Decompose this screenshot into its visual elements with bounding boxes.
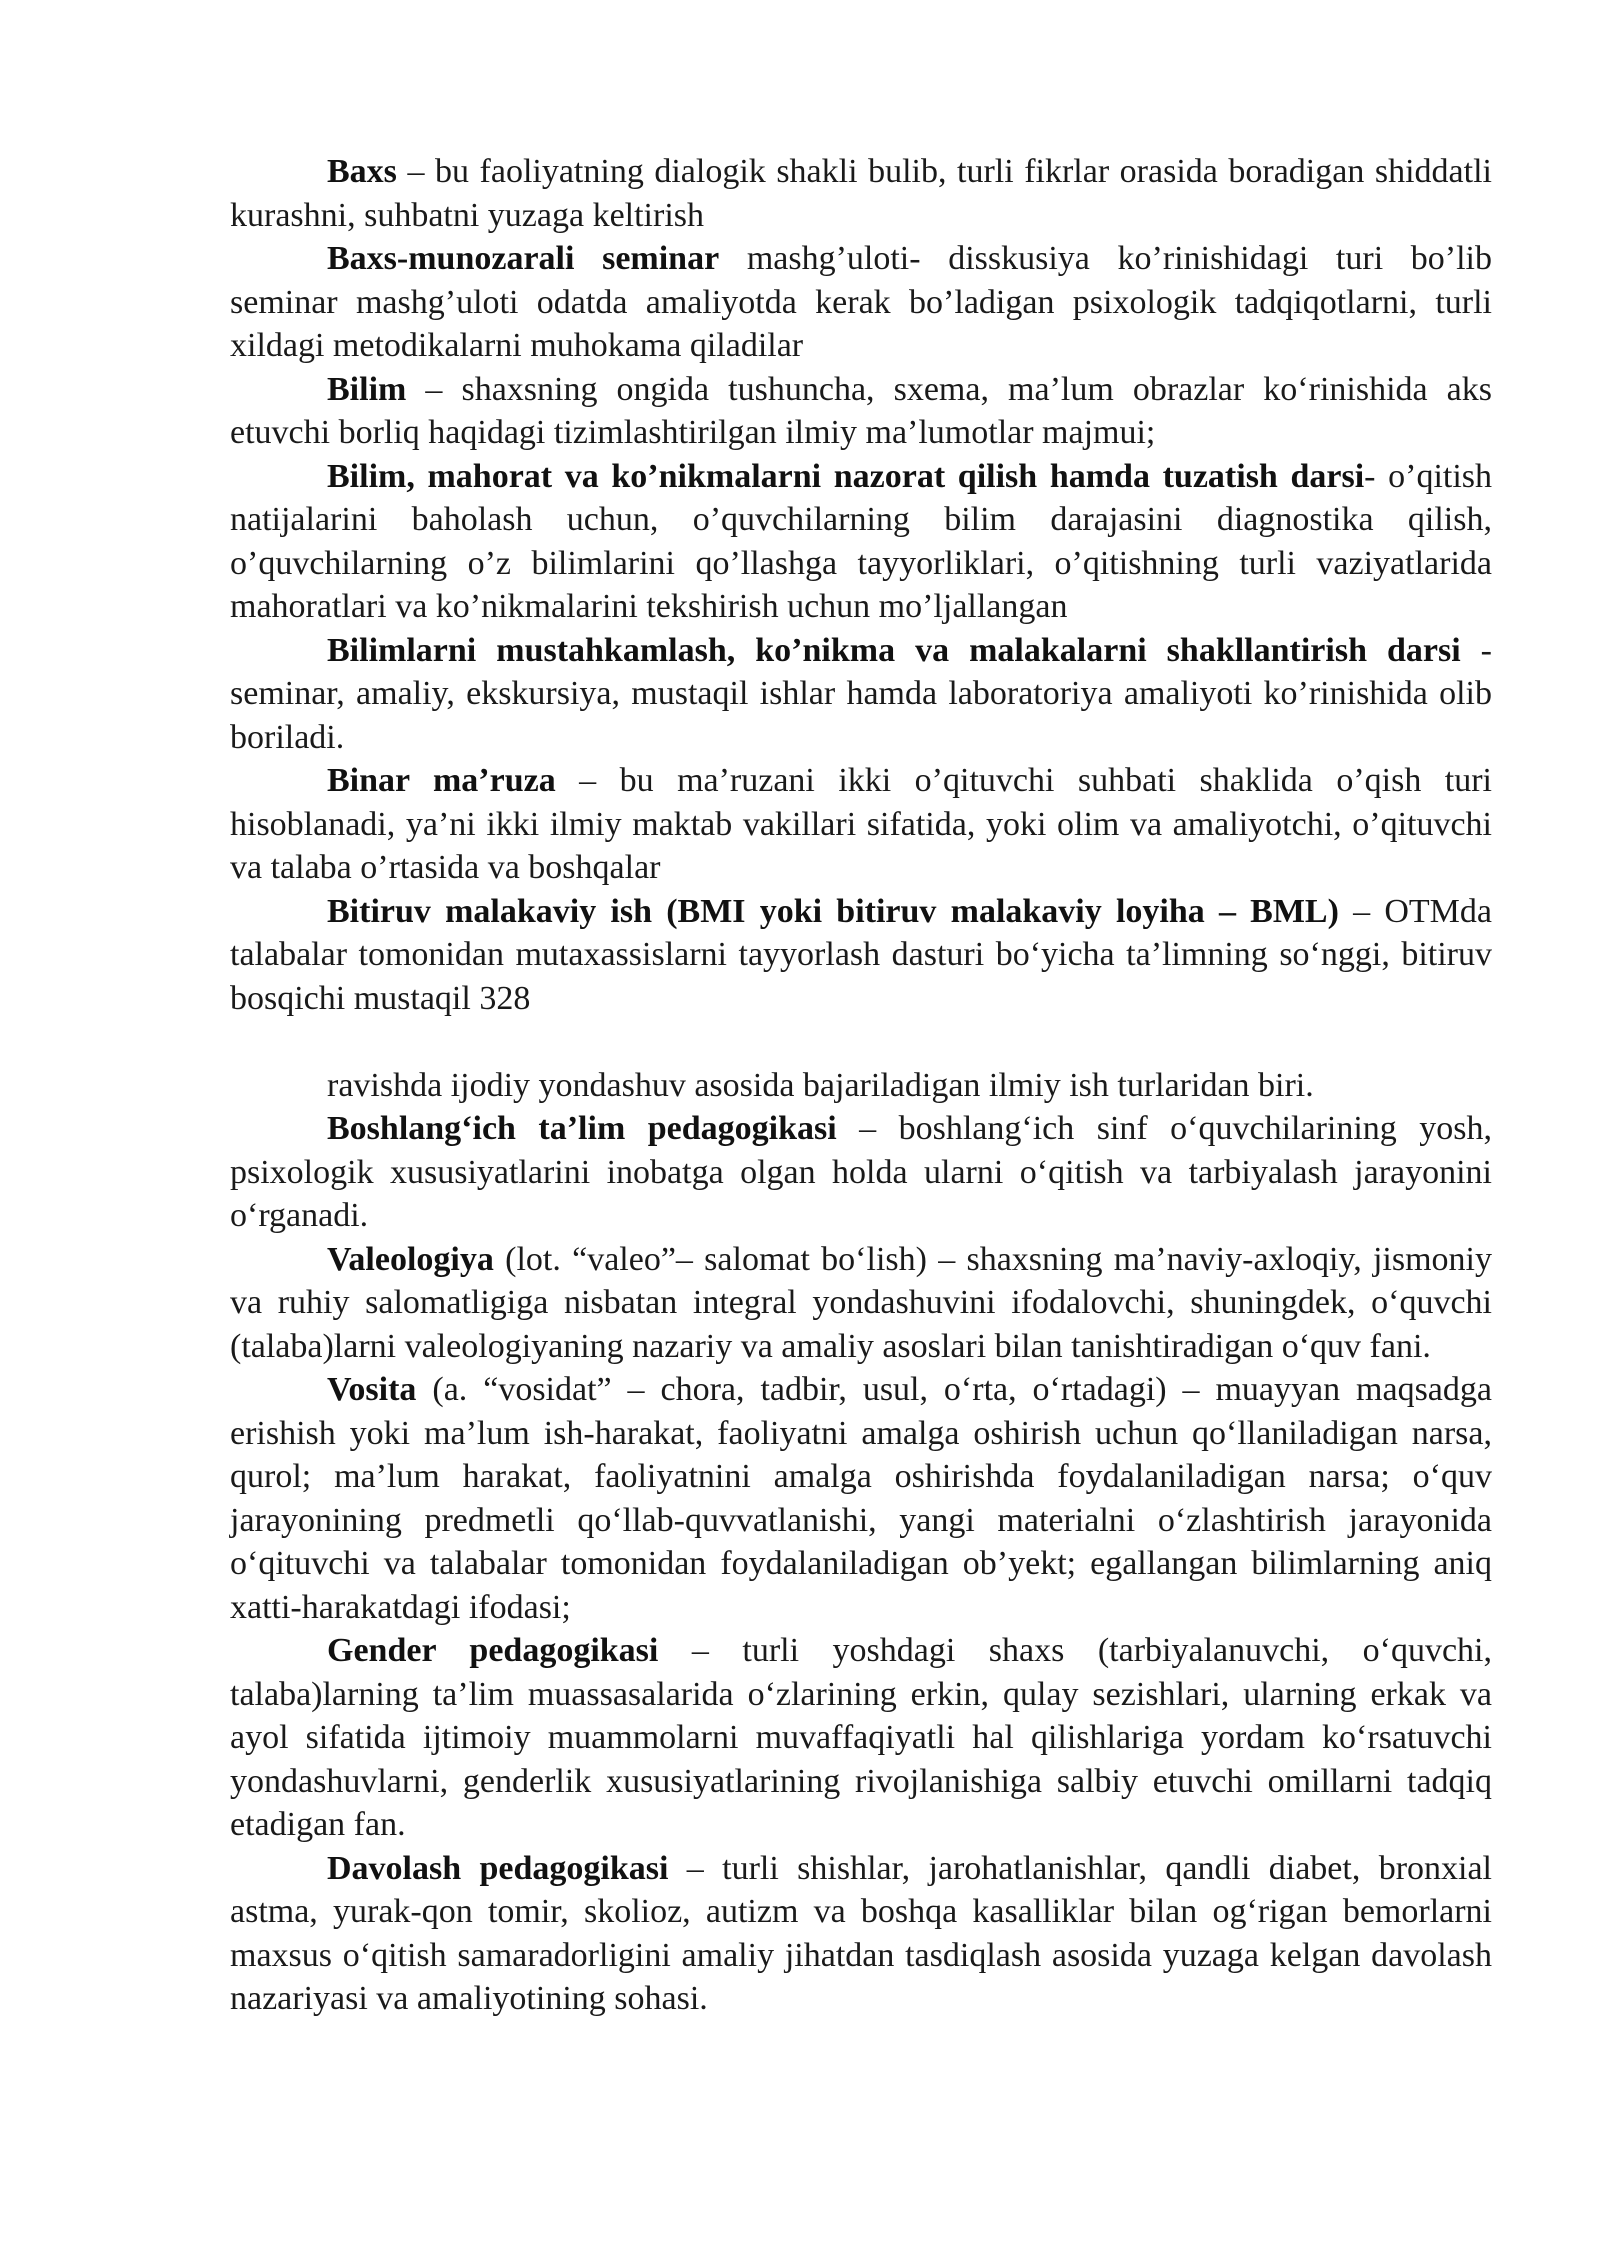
entry-definition: – boshlang‘ich sinf o‘quvchilarining yosh, psixologik xususiyatlarini inobatga olgan holda ularni o‘qitish va tarbiyalash jarayonini o‘rganadi. <box>230 1110 1492 1234</box>
entry-term: Bilim, mahorat va ko’nikmalarni nazorat qilish hamda tuzatish darsi <box>327 457 1365 495</box>
entry-term: Baxs-munozarali seminar <box>327 240 720 277</box>
glossary-entry-bilim <box>230 368 1492 455</box>
glossary-entry-baxs-munozarali-seminar <box>230 237 1492 368</box>
continuation-text: ravishda ijodiy yondashuv asosida bajariladigan ilmiy ish turlaridan biri. <box>327 1066 1314 1104</box>
entry-term: Boshlang‘ich ta’lim pedagogikasi <box>327 1110 837 1147</box>
entry-term: Binar ma’ruza <box>327 762 556 799</box>
glossary-entry-boshlangich-talim <box>230 1107 1492 1238</box>
entry-term: Baxs <box>327 153 397 190</box>
entry-term: Davolash pedagogikasi <box>327 1849 669 1887</box>
entry-term: Valeologiya <box>327 1240 494 1278</box>
glossary-entry-baxs <box>230 150 1492 237</box>
entry-definition: – bu faoliyatning dialogik shakli bulib, turli fikrlar orasida boradigan shiddatli kurashni, suhbatni yuzaga keltirish <box>230 153 1492 234</box>
entry-definition: – bu ma’ruzani ikki o’qituvchi suhbati shaklida o’qish turi hisoblanadi, ya’ni ikki ilmiy maktab vakillari sifatida, yoki olim va amaliyotchi, o’qituvchi va talaba o’rtasida va boshqalar <box>230 762 1492 886</box>
glossary-entry-nazorat-darsi <box>230 455 1492 629</box>
page-break-gap <box>230 1020 1492 1064</box>
entry-definition: – shaxsning ongida tushuncha, sxema, ma’lum obrazlar ko‘rinishida aks etuvchi borliq haqidagi tizimlashtirilgan ilmiy ma’lumotlar majmui; <box>230 370 1492 451</box>
glossary-entry-davolash-pedagogikasi <box>230 1847 1492 2021</box>
glossary-entry-gender-pedagogikasi <box>230 1629 1492 1847</box>
entry-term: Bilimlarni mustahkamlash, ko’nikma va malakalarni shakllantirish darsi <box>327 631 1461 669</box>
glossary-entry-bitiruv-malakaviy-ish <box>230 890 1492 1021</box>
glossary-entry-valeologiya <box>230 1238 1492 1369</box>
entry-definition: (lot. “valeo”– salomat bo‘lish) – shaxsning ma’naviy-axloqiy, jismoniy va ruhiy salomatligiga nisbatan integral yondashuvini ifodalovchi, shuningdek, o‘quvchi (talaba)larni valeologiyaning nazariy va amaliy asoslari bilan tanishtiradigan o‘quv fani. <box>230 1240 1492 1365</box>
document-page <box>230 150 1492 2021</box>
glossary-entry-binar-maruza <box>230 759 1492 890</box>
continuation-paragraph <box>230 1064 1492 1108</box>
entry-term: Bitiruv malakaviy ish (BMI yoki bitiruv malakaviy loyiha – BML) <box>327 892 1339 930</box>
glossary-entry-mustahkamlash-darsi <box>230 629 1492 760</box>
entry-term: Gender pedagogikasi <box>327 1632 659 1669</box>
entry-definition: – turli yoshdagi shaxs (tarbiyalanuvchi, o‘quvchi, talaba)larning ta’lim muassasalarida o‘zlarining erkin, qulay sezishlari, ularning erkak va ayol sifatida ijtimoiy muammolarni muvaffaqiyatli hal qilishlariga yordam ko‘rsatuvchi yondashuvlarni, genderlik xususiyatlarining rivojlanishiga salbiy etuvchi omillarni tadqiq etadigan fan. <box>230 1632 1492 1843</box>
entry-definition: – turli shishlar, jarohatlanishlar, qandli diabet, bronxial astma, yurak-qon tomir, skolioz, autizm va boshqa kasalliklar bilan og‘rigan bemorlarni maxsus o‘qitish samaradorligini amaliy jihatdan tasdiqlash asosida yuzaga kelgan davolash nazariyasi va amaliyotining sohasi. <box>230 1849 1492 2017</box>
entry-term: Bilim <box>327 370 407 408</box>
entry-definition: - o’qitish natijalarini baholash uchun, o’quvchilarning bilim darajasini diagnostika qilish, o’quvchilarning o’z bilimlarini qo’llashga tayyorliklari, o’qitishning turli vaziyatlarida mahoratlari va ko’nikmalarini tekshirish uchun mo’ljallangan <box>230 457 1493 625</box>
entry-definition: - seminar, amaliy, ekskursiya, mustaqil ishlar hamda laboratoriya amaliyoti ko’rinishida olib boriladi. <box>230 631 1493 756</box>
entry-term: Vosita <box>327 1371 417 1408</box>
entry-definition: (a. “vosidat” – chora, tadbir, usul, o‘rta, o‘rtadagi) – muayyan maqsadga erishish yoki ma’lum ish-harakat, faoliyatni amalga oshirish uchun qo‘llaniladigan narsa, qurol; ma’lum harakat, faoliyatnini amalga oshirishda foydalaniladigan narsa; o‘quv jarayonining predmetli qo‘llab-quvvatlanishi, yangi materialni o‘zlashtirish jarayonida o‘qituvchi va talabalar tomonidan foydalaniladigan ob’yekt; egallangan bilimlarning aniq xatti-harakatdagi ifodasi; <box>230 1371 1492 1626</box>
entry-definition: – OTMda talabalar tomonidan mutaxassislarni tayyorlash dasturi bo‘yicha ta’limning so‘nggi, bitiruv bosqichi mustaqil 328 <box>230 892 1492 1017</box>
entry-definition: mashg’uloti- disskusiya ko’rinishidagi turi bo’lib seminar mashg’uloti odatda amaliyotda kerak bo’ladigan psixologik tadqiqotlarni, turli xildagi metodikalarni muhokama qiladilar <box>230 240 1492 364</box>
glossary-entry-vosita <box>230 1368 1492 1629</box>
